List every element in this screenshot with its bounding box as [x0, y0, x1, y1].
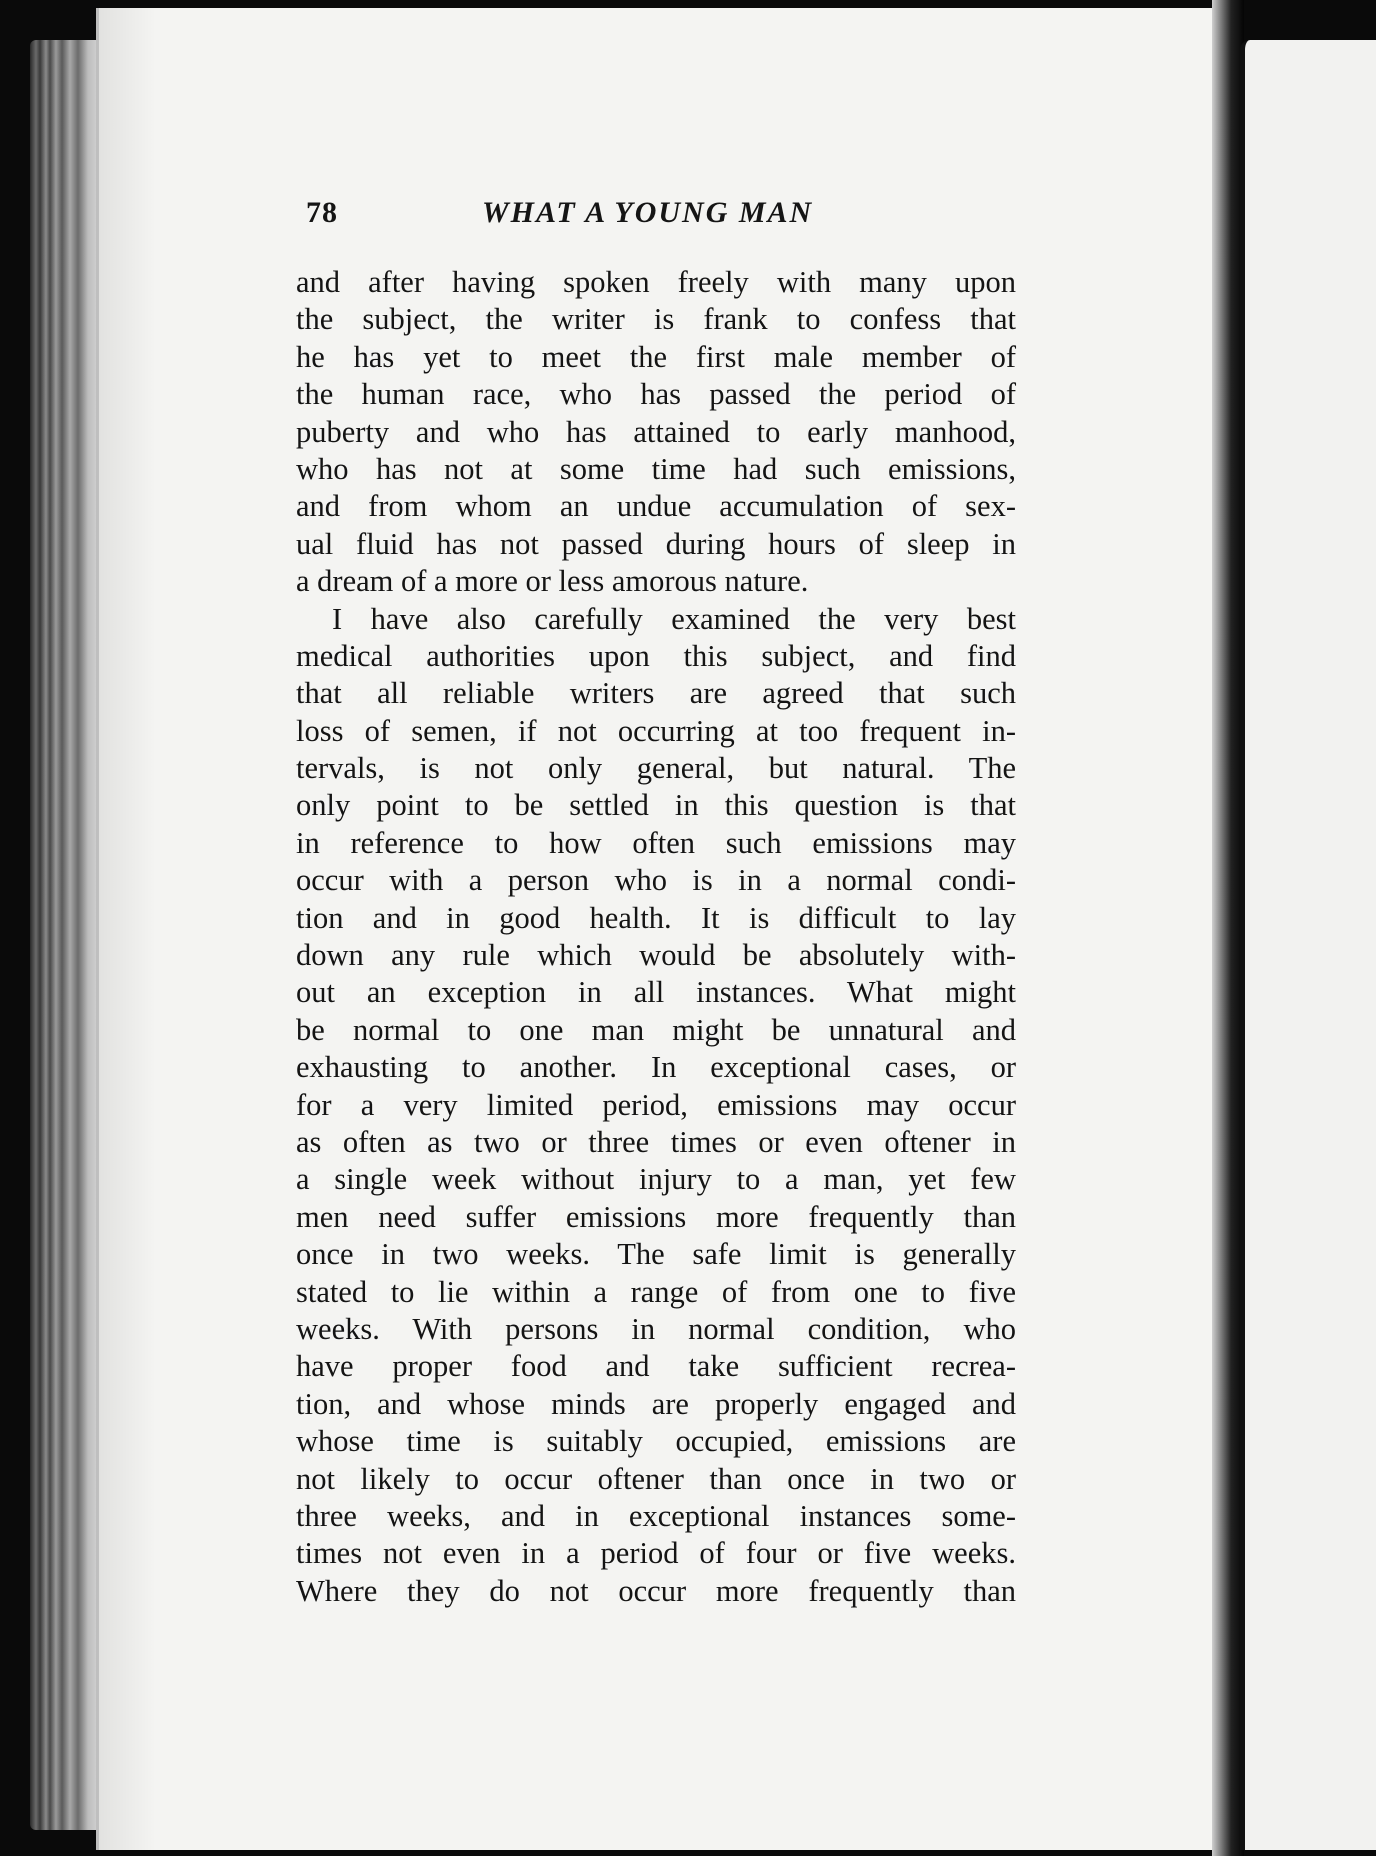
page-number: 78 — [306, 196, 338, 229]
text-line: times not even in a period of four or five weeks. — [296, 1536, 1016, 1571]
text-line: only point to be settled in this question is that — [296, 788, 1016, 823]
text-line: down any rule which would be absolutely with- — [296, 938, 1016, 973]
text-line: ual fluid has not passed during hours of sleep in — [296, 526, 1016, 561]
text-line: that all reliable writers are agreed that such — [296, 676, 1016, 711]
running-title: WHAT A YOUNG MAN — [482, 196, 814, 229]
text-line: once in two weeks. The safe limit is generally — [296, 1237, 1016, 1272]
text-line: whose time is suitably occupied, emissions are — [296, 1424, 1016, 1459]
text-line: stated to lie within a range of from one to five — [296, 1274, 1016, 1309]
text-line: tion and in good health. It is difficult to lay — [296, 900, 1016, 935]
text-line: I have also carefully examined the very best — [332, 601, 1016, 636]
text-line: in reference to how often such emissions may — [296, 825, 1016, 860]
text-line: who has not at some time had such emissions, — [296, 451, 1016, 486]
body-text — [296, 264, 1016, 1610]
text-line: a single week without injury to a man, yet few — [296, 1162, 1016, 1197]
text-line: have proper food and take sufficient recrea- — [296, 1349, 1016, 1384]
text-line: exhausting to another. In exceptional cases, or — [296, 1050, 1016, 1085]
text-line: weeks. With persons in normal condition, who — [296, 1311, 1016, 1346]
text-line: tervals, is not only general, but natural. The — [296, 751, 1016, 786]
text-line: not likely to occur oftener than once in two or — [296, 1461, 1016, 1496]
text-line: out an exception in all instances. What might — [296, 975, 1016, 1010]
page-header — [306, 196, 1006, 246]
text-line: puberty and who has attained to early manhood, — [296, 414, 1016, 449]
text-line: Where they do not occur more frequently than — [296, 1573, 1016, 1608]
text-line: tion, and whose minds are properly engaged and — [296, 1386, 1016, 1421]
text-line: be normal to one man might be unnatural and — [296, 1012, 1016, 1047]
text-line: the human race, who has passed the period of — [296, 377, 1016, 412]
text-line: occur with a person who is in a normal condi- — [296, 863, 1016, 898]
text-line: and after having spoken freely with many upon — [296, 265, 1016, 299]
text-line: men need suffer emissions more frequently than — [296, 1199, 1016, 1234]
text-line: for a very limited period, emissions may occur — [296, 1087, 1016, 1122]
adjacent-page-edge — [1240, 40, 1376, 1850]
text-line: the subject, the writer is frank to confess that — [296, 302, 1016, 337]
text-line: medical authorities upon this subject, and find — [296, 638, 1016, 673]
text-line: three weeks, and in exceptional instances some- — [296, 1498, 1016, 1533]
text-line: a dream of a more or less amorous nature. — [296, 564, 809, 599]
text-line: and from whom an undue accumulation of sex- — [296, 489, 1016, 524]
text-line: he has yet to meet the first male member of — [296, 339, 1016, 374]
text-line: loss of semen, if not occurring at too frequent in- — [296, 713, 1016, 748]
text-line: as often as two or three times or even oftener in — [296, 1124, 1016, 1159]
